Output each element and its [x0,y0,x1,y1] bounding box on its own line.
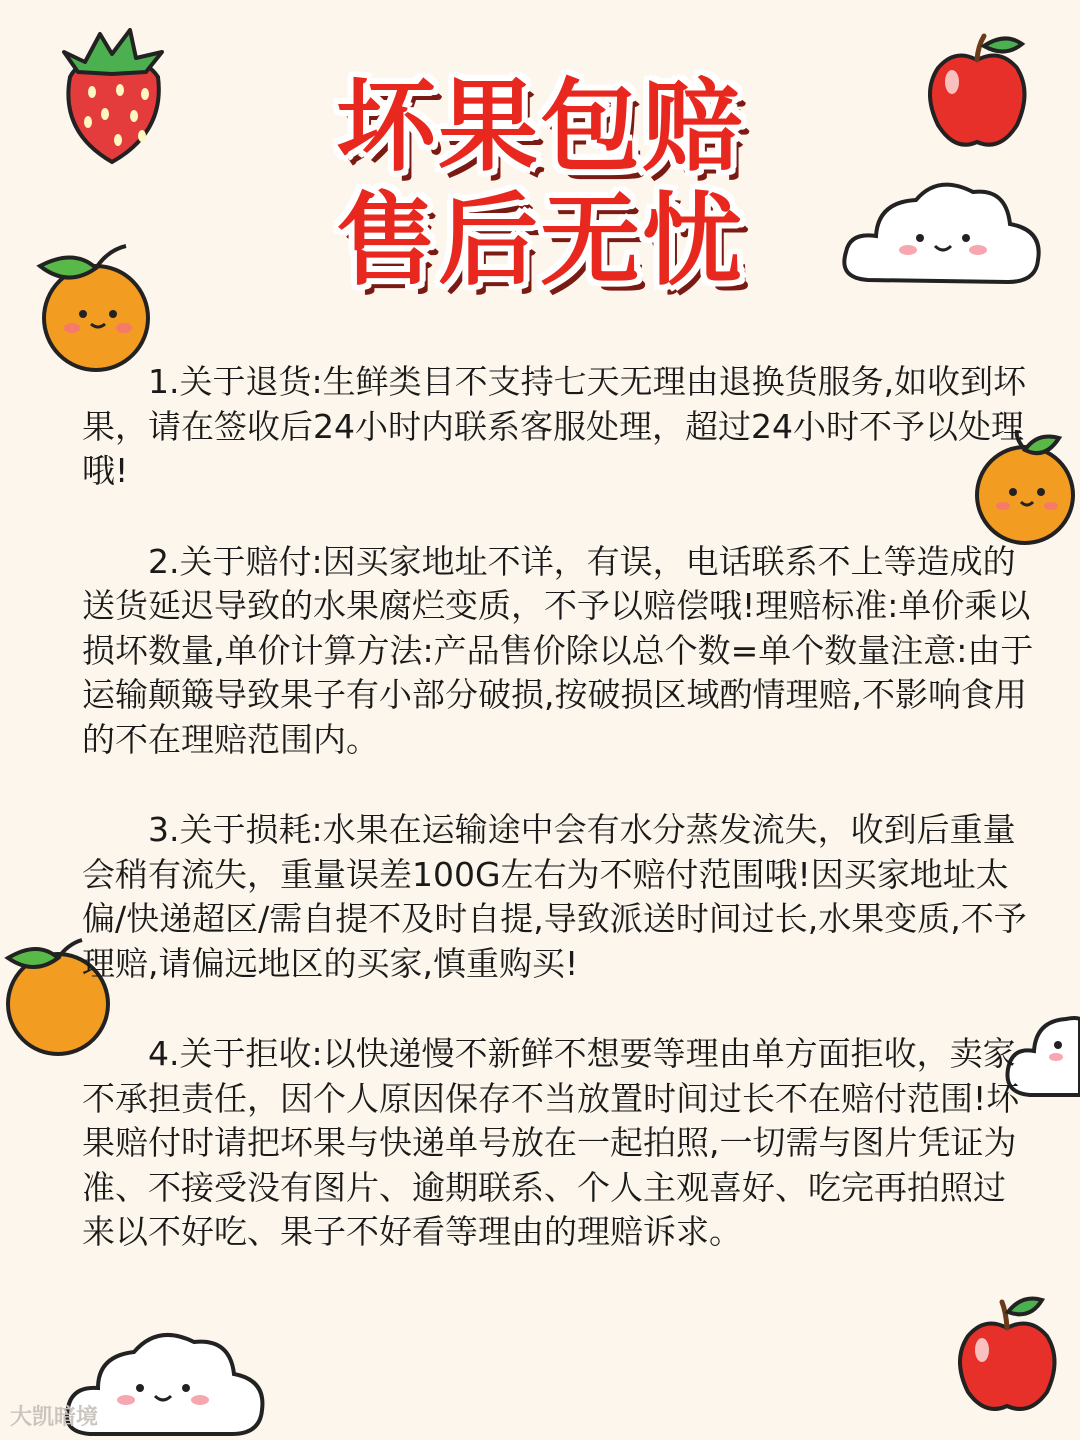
title-line-2: 售后无忧 [336,182,744,299]
title-line-1: 坏果包赔 [336,68,744,185]
apple-icon [920,30,1035,155]
paragraph-compensation: 2.关于赔付:因买家地址不详，有误，电话联系不上等造成的送货延迟导致的水果腐烂变质，不予以赔偿哦!理赔标准:单价乘以损坏数量,单价计算方法:产品售价除以总个数=单个数量注意:由于运输颠簸导致果子有小部分破损,按破损区域酌情理赔,不影响食用的不在理赔范围内。 [82,541,1034,759]
paragraph-returns: 1.关于退货:生鲜类目不支持七天无理由退换货服务,如收到坏果，请在签收后24小时内联系客服处理，超过24小时不予以处理哦! [82,362,1027,490]
cloud-icon [838,170,1048,300]
strawberry-icon [50,22,175,167]
watermark: 大凯暗境 [10,1405,99,1430]
paragraph-rejection: 4.关于拒收:以快递慢不新鲜不想要等理由单方面拒收，卖家不承担责任，因个人原因保存不当放置时间过长不在赔付范围!坏果赔付时请把坏果与快递单号放在一起拍照,一切需与图片凭证为准、不接受没有图片、逾期联系、个人主观喜好、吃完再拍照过来以不好吃、果子不好看等理由的理赔诉求。 [82,1034,1020,1251]
terms-body [82,360,1037,1301]
orange-icon [28,240,163,375]
paragraph-loss: 3.关于损耗:水果在运输途中会有水分蒸发流失，收到后重量会稍有流失，重量误差100G左右为不赔付范围哦!因买家地址太偏/快递超区/需自提不及时自提,导致派送时间过长,水果变质,不予理赔,请偏远地区的买家,慎重购买! [82,810,1027,983]
apple-icon [950,1292,1065,1417]
